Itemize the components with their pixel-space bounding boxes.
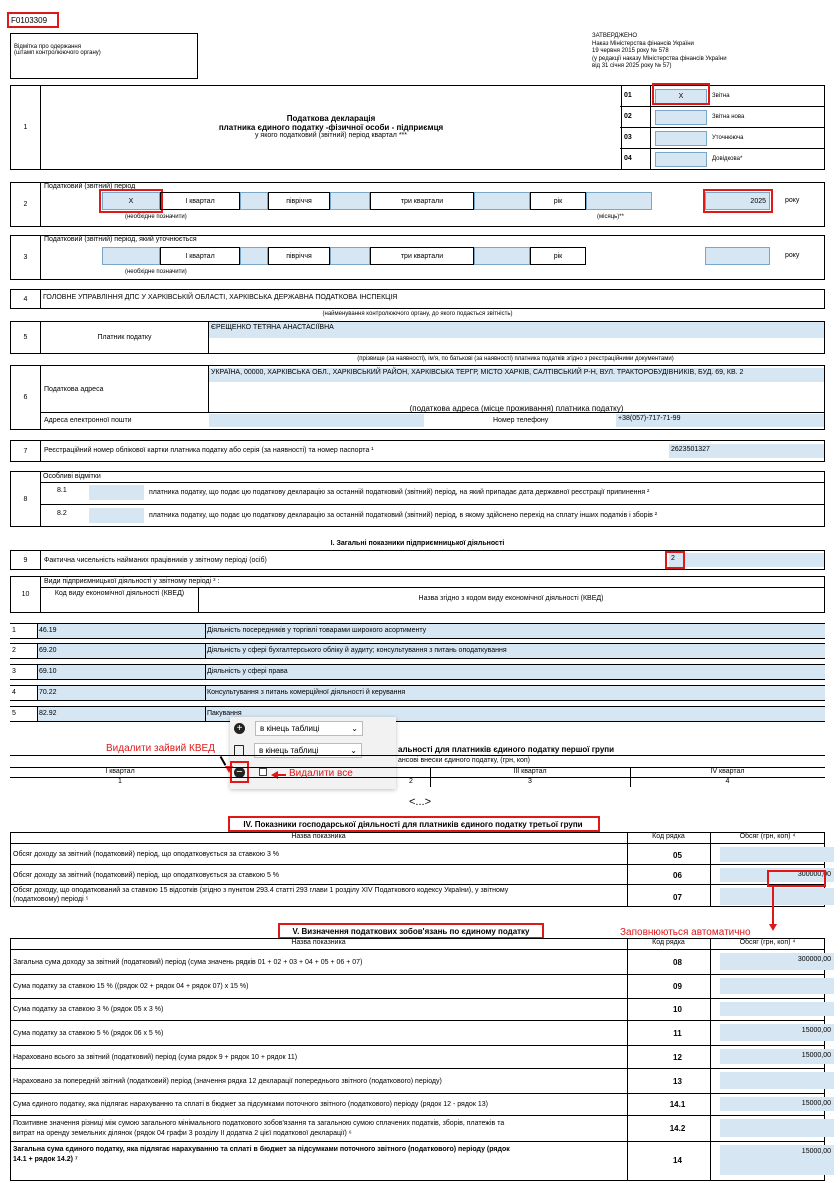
period-year-checkbox[interactable] [474, 192, 530, 210]
kved-row[interactable] [10, 643, 825, 659]
kved-code-input[interactable]: 70.22 [37, 686, 205, 700]
approval-line: ЗАТВЕРДЖЕНО [592, 33, 638, 39]
title-line: Податкова декларація [286, 114, 376, 123]
section-title: Податковий (звітний) період, який уточнюється [44, 236, 197, 243]
caption: (податкова адреса (місце проживання) платника податку) [409, 404, 624, 413]
col-header: Код рядка [652, 939, 685, 946]
insert-position-select[interactable] [255, 721, 363, 736]
highlight-box [767, 870, 826, 887]
highlight-box [703, 189, 773, 213]
period-quarter-checkbox[interactable]: X [102, 192, 160, 210]
row-code: 14.1 [669, 1100, 686, 1109]
corr-q1-label: І квартал [160, 247, 240, 265]
kved-name-input[interactable]: Діяльність у сфері права [205, 665, 825, 679]
section-title: Податковий (звітний) період [44, 183, 136, 190]
section-ii-title: альності для платників єдиного податку першої групи [398, 745, 615, 754]
row-number: 9 [11, 551, 41, 569]
table-row [10, 1068, 825, 1093]
table-row [10, 974, 825, 998]
row-index: 3 [12, 668, 16, 675]
kved-code-input[interactable]: 69.10 [37, 665, 205, 679]
employees-input[interactable]: 2 [669, 553, 824, 567]
title-line: платника єдиного податку -фізичної особи - підприємця [218, 123, 444, 132]
section-taxpayer [10, 321, 825, 354]
col-header: Код рядка [652, 833, 685, 840]
stamp-label: Відмітка про одержання [14, 44, 81, 50]
note-required: (необхідне позначити) [125, 214, 187, 220]
row-code: 09 [673, 982, 682, 991]
doc-type-checkbox[interactable] [655, 110, 707, 125]
menu-copy-row[interactable] [230, 739, 396, 761]
table-row [10, 1115, 825, 1141]
address-label: Податкова адреса [41, 366, 209, 412]
corr-year-checkbox[interactable] [474, 247, 530, 265]
mark-text: платника податку, що подає цю податкову декларацію за останній податковий (звітний) період, в якому здійснено перехід на сплату інших податків і зборів ² [149, 512, 658, 519]
approval-line: (у редакції наказу Міністерства фінансів України [592, 55, 727, 62]
kved-row[interactable] [10, 685, 825, 701]
form-code: F0103309 [7, 12, 59, 28]
row-label: Обсяг доходу, що оподаткований за ставкою 15 відсотків (згідно з пунктом 293.4 статті 293 глави 1 розділу XIV Податкового кодексу України), у звітному [13, 887, 509, 894]
select-value: в кінець таблиці [260, 723, 320, 733]
section-address [10, 365, 825, 430]
column-number: 4 [725, 778, 730, 785]
corr-half-label: півріччя [268, 247, 330, 265]
table-row [10, 884, 825, 907]
kved-name-input[interactable]: Діяльність посередників у торгівлі товарами широкого асортименту [205, 624, 825, 638]
amount-input[interactable] [720, 1119, 834, 1137]
row-number: 4 [11, 290, 41, 308]
row-code: 07 [673, 892, 682, 902]
section-i-title: І. Загальні показники підприємницької діяльності [330, 540, 505, 547]
plus-circle-icon[interactable]: + [234, 723, 245, 734]
row-label: Загальна сума доходу за звітний (податковий) період (сума значень рядків 01 + 02 + 03 + 04 + 05 + 06 + 07) [13, 958, 363, 966]
row-code: 12 [673, 1052, 682, 1062]
annotation-delete-kved: Видалити зайвий КВЕД [106, 743, 215, 754]
email-input[interactable] [209, 414, 424, 427]
table-row [10, 949, 831, 974]
tax-authority-value[interactable]: ГОЛОВНЕ УПРАВЛІННЯ ДПС У ХАРКІВСЬКІЙ ОБЛАСТІ, ХАРКІВСЬКА ДЕРЖАВНА ПОДАТКОВА ІНСПЕКЦІЯ [43, 294, 398, 301]
table-row [10, 1045, 831, 1068]
mark-text: платника податку, що подає цю податкову декларацію за останній податковий (звітний) період, на який припадає дата державної реєстрації припинення ² [149, 489, 650, 496]
row-number: 8 [11, 472, 41, 526]
col-header: Назва показника [291, 939, 346, 946]
row-label: Обсяг доходу за звітний (податковий) період, що оподатковується за ставкою 3 % [13, 851, 280, 858]
kved-code-input[interactable]: 69.20 [37, 644, 205, 658]
section-employees [10, 550, 825, 570]
approval-line: Наказ Міністерства фінансів України [592, 40, 694, 47]
amount-input[interactable]: 300000,00 [720, 953, 834, 970]
doc-type-checkbox[interactable]: X [655, 89, 707, 104]
corr-half-checkbox[interactable] [240, 247, 268, 265]
table-row [10, 1093, 831, 1115]
section-special-marks [10, 471, 825, 527]
amount-input[interactable]: 15000,00 [720, 1024, 834, 1041]
employees-label: Фактична чисельність найманих працівників у звітному періоді (осіб) [44, 557, 267, 564]
approval-line: 19 червня 2015 року № 578 [592, 48, 669, 54]
period-half-label: півріччя [268, 192, 330, 210]
section-ii-subtitle: ансові внески єдиного податку, (грн, коп) [398, 757, 530, 764]
table-row [10, 1141, 831, 1179]
amount-input[interactable]: 15000,00 [720, 1049, 834, 1064]
column-number: 2 [409, 778, 413, 785]
table-row [10, 864, 831, 884]
row-index: 1 [12, 627, 16, 634]
year-unit: року [785, 197, 800, 204]
row-number: 10 [11, 577, 41, 612]
corr-9m-checkbox[interactable] [330, 247, 370, 265]
amount-input[interactable] [720, 888, 834, 905]
row-number: 5 [11, 322, 41, 353]
row-number: 2 [11, 183, 41, 226]
doc-type-code: 01 [624, 92, 632, 99]
row-label: Сума податку за ставкою 3 % (рядок 05 х 3 %) [13, 1006, 164, 1013]
caption: (прізвище (за наявності), ім'я, по батькові (за наявності) платника податків згідно з реєстраційними документами) [357, 356, 674, 362]
taxpayer-label: Платник податку [41, 322, 209, 353]
row-code: 11 [673, 1028, 682, 1038]
row-code: 06 [673, 871, 682, 880]
doc-type-label: Звітна [712, 93, 730, 99]
caption: (найменування контролюючого органу, до якого подається звітність) [322, 311, 513, 317]
month-field[interactable] [586, 192, 652, 210]
row-label-cont: 14.1 + рядок 14.2) ⁷ [13, 1156, 78, 1163]
corr-quarter-checkbox[interactable] [102, 247, 160, 265]
note-required: (необхідне позначити) [125, 269, 187, 275]
kved-code-input[interactable]: 46.19 [37, 624, 205, 638]
kved-code-header: Код виду економічної діяльності (КВЕД) [54, 590, 185, 597]
doc-type-code: 02 [624, 113, 632, 120]
row-label: Сума податку за ставкою 5 % (рядок 06 х 5 %) [13, 1029, 164, 1037]
section-iv-title: IV. Показники господарської діяльності для платників єдиного податку третьої групи [243, 820, 583, 829]
quarter-label: ІV квартал [710, 768, 745, 775]
row-label: Сума єдиного податку, яка підлягає нарахуванню та сплаті в бюджет за підсумками поточного звітного (податкового) періоду (рядок 12 - рядок 13) [13, 1101, 488, 1108]
mark-number: 8.2 [57, 510, 67, 517]
doc-type-label: Уточнююча [712, 135, 744, 141]
kved-row[interactable] [10, 706, 825, 722]
row-label-cont: витрат на оренду земельних ділянок (рядок 04 графи 3 розділу II додатка 2 цієї податкової декларації) ⁶ [13, 1130, 352, 1137]
row-index: 5 [12, 710, 16, 717]
row-number: 3 [11, 236, 41, 279]
amount-input[interactable] [720, 1002, 834, 1016]
amount-input[interactable]: 15000,00 [720, 1145, 834, 1175]
row-code: 05 [673, 850, 682, 860]
year-input[interactable]: 2025 [705, 192, 770, 210]
amount-input[interactable]: 15000,00 [720, 1097, 834, 1111]
doc-type-checkbox[interactable] [655, 152, 707, 167]
note-month: (місяць)** [597, 214, 624, 220]
title-line: у якого податковий (звітний) період квартал *** [254, 132, 408, 139]
period-9m-label: три квартали [370, 192, 474, 210]
doc-type-label: Довідкова* [712, 156, 743, 162]
minus-circle-icon[interactable]: − [234, 767, 245, 778]
kved-name-input[interactable]: Консультування з питань комерційної діяльності й керування [205, 686, 825, 700]
row-label: Обсяг доходу за звітний (податковий) період, що оподатковується за ставкою 5 % [13, 872, 280, 879]
select-value: в кінець таблиці [259, 745, 319, 755]
row-code: 14.2 [669, 1124, 686, 1133]
period-9m-checkbox[interactable] [330, 192, 370, 210]
table-row [10, 843, 825, 864]
row-label: Сума податку за ставкою 15 % ((рядок 02 + рядок 04 + рядок 07) х 15 %) [13, 983, 249, 990]
receipt-stamp-box [10, 33, 198, 79]
col-header: Обсяг (грн, коп) ⁴ [739, 939, 796, 946]
column-number: 1 [118, 778, 122, 785]
declaration-title [41, 114, 621, 139]
section-v-title: V. Визначення податкових зобов'язань по єдиному податку [292, 927, 530, 936]
row-code: 14 [673, 1156, 682, 1165]
highlight-box [278, 923, 544, 939]
menu-insert-row[interactable] [230, 717, 396, 739]
chevron-down-icon: ⌄ [351, 723, 358, 733]
delete-all-checkbox[interactable] [259, 768, 267, 776]
year-unit: року [785, 252, 800, 259]
amount-input[interactable]: 300000,00 [720, 868, 834, 882]
doc-type-label: Звітна нова [712, 114, 745, 120]
kved-row[interactable] [10, 664, 825, 680]
corr-year-input[interactable] [705, 247, 770, 265]
quarter-label: ІІІ квартал [513, 768, 547, 775]
col-header: Обсяг (грн, коп) ⁴ [739, 833, 796, 840]
row-index: 4 [12, 689, 16, 696]
kved-row[interactable] [10, 623, 825, 639]
kved-name-input[interactable]: Пакування [205, 707, 825, 721]
row-index: 2 [12, 647, 16, 654]
table-row [10, 998, 825, 1020]
period-year-label: рік [530, 192, 586, 210]
tax-id-label: Реєстраційний номер облікової картки платника податку або серія (за наявності) та номер паспорта ¹ [44, 447, 374, 454]
phone-input[interactable]: +38(057)-717-71-99 [616, 414, 824, 427]
highlight-box [665, 551, 685, 569]
doc-type-code: 03 [624, 134, 632, 141]
section-tax-id [10, 440, 825, 462]
amount-input[interactable] [720, 1072, 834, 1089]
section-title: Види підприємницької діяльності у звітному періоді ³ : [44, 578, 220, 585]
period-q1-label: І квартал [160, 192, 240, 210]
column-number: 3 [528, 778, 532, 785]
kved-name-input[interactable]: Діяльність у сфері бухгалтерського обліку й аудиту; консультування з питань оподаткування [205, 644, 825, 658]
highlight-box [228, 816, 600, 832]
row-code: 13 [673, 1076, 682, 1086]
doc-type-code: 04 [624, 155, 632, 162]
row-label: Загальна сума єдиного податку, яка підлягає нарахуванню та сплаті в бюджет за підсумками поточного звітного (податкового) періоду (рядок [13, 1146, 510, 1153]
row-divider [620, 169, 825, 170]
address-input[interactable]: УКРАЇНА, 00000, ХАРКІВСЬКА ОБЛ., ХАРКІВСЬКИЙ РАЙОН, ХАРКІВСЬКА ТЕРГР, МІСТО ХАРКІВ, САЛТІВСЬКИЙ Р-Н, ВУЛ. ТРАКТОРОБУДІВНИКІВ, БУД. 69, КВ. 2 [209, 368, 824, 382]
row-number: 6 [11, 366, 41, 429]
chevron-down-icon: ⌄ [350, 745, 357, 755]
stamp-caption: (штамп контролюючого органу) [14, 50, 101, 56]
row-label: Нараховано всього за звітний (податковий) період (сума рядок 9 + рядок 10 + рядок 11) [13, 1053, 298, 1061]
mark-8-2-checkbox[interactable] [89, 508, 144, 523]
amount-input[interactable] [720, 847, 834, 862]
row-number: 1 [11, 86, 41, 169]
highlight-box [99, 189, 163, 213]
copy-icon[interactable] [234, 745, 244, 756]
quarter-label: І квартал [105, 768, 135, 775]
arrow-icon [769, 924, 777, 931]
annotation-auto-fill: Заповнюються автоматично [620, 927, 751, 938]
amount-input[interactable] [720, 978, 834, 994]
doc-type-highlight [652, 83, 710, 105]
section-tax-authority [10, 289, 825, 309]
row-label: Нараховано за попередній звітний (податковий) період (значення рядка 12 декларації попереднього звітного (податкового) періоду) [13, 1077, 442, 1085]
approval-note [592, 33, 832, 71]
doc-type-checkbox[interactable] [655, 131, 707, 146]
mark-number: 8.1 [57, 487, 67, 494]
row-code: 08 [673, 957, 682, 967]
mark-8-1-checkbox[interactable] [89, 485, 144, 500]
col-divider [650, 86, 651, 169]
row-label-cont: (податковому) періоді ⁵ [13, 896, 89, 903]
kved-name-header: Назва згідно з кодом виду економічної діяльності (КВЕД) [418, 595, 604, 602]
table-row [10, 1020, 831, 1045]
row-label: Позитивне значення різниці між сумою загального мінімального податкового зобов'язання та загальною сумою сплачених податків, зборів, платежів та [13, 1120, 505, 1127]
annotation-delete-all: Видалити все [289, 768, 353, 779]
row-code: 10 [673, 1005, 682, 1014]
corr-year-label: рік [530, 247, 586, 265]
period-half-checkbox[interactable] [240, 192, 268, 210]
row-number: 7 [11, 441, 41, 461]
col-header: Назва показника [291, 833, 346, 840]
tax-id-input[interactable]: 2623501327 [669, 444, 824, 458]
section-title: Особливі відмітки [43, 473, 101, 480]
ellipsis: <...> [408, 796, 432, 808]
taxpayer-name-input[interactable]: ЄРЕЩЕНКО ТЕТЯНА АНАСТАСІЇВНА [209, 322, 824, 338]
phone-label: Номер телефону [493, 417, 549, 424]
email-label: Адреса електронної пошти [44, 417, 132, 424]
kved-code-input[interactable]: 82.92 [37, 707, 205, 721]
corr-9m-label: три квартали [370, 247, 474, 265]
approval-line: від 31 січня 2025 року № 57) [592, 63, 672, 69]
section-kved-header [10, 576, 825, 613]
